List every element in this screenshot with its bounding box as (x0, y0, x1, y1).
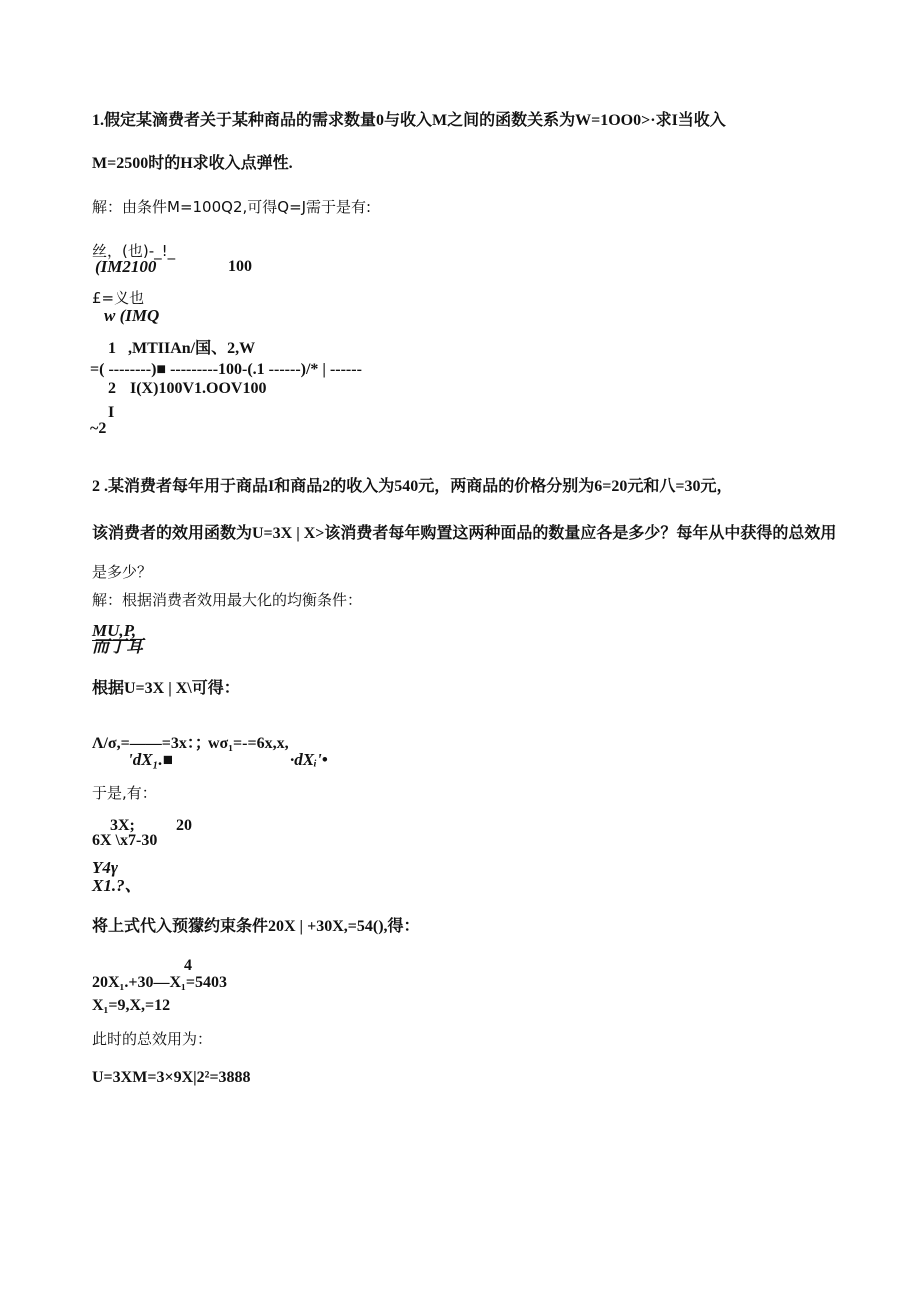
q1-formula-3-den: 2 (108, 380, 116, 397)
q2-line-3: 是多少？ (92, 563, 153, 581)
q1-formula-3-middle: =( --------)■ ---------100-(.1 ------)/* | ------ (90, 361, 362, 378)
q2-text-3: 将上式代入预獴约束条件20X | +30X,=54(),得： (92, 918, 420, 935)
q2-line-1: 2 .某消费者每年用于商品I和商品2的收入为540元，两商品的价格分别为6=20元和八=30元， (92, 478, 733, 495)
q2-formula-1-top: MU,P, (92, 621, 137, 640)
q1-formula-4-bottom: ~2 (90, 420, 107, 437)
q1-formula-1-denominator: 100 (228, 258, 252, 275)
q2-formula-2-left-den: 'dX₁.■ (128, 750, 174, 769)
q1-solution-intro: 解：由条件M=100Q2,可得Q=J需于是有: (92, 198, 372, 216)
q1-formula-1-top: 丝，(也)-_!_ (92, 242, 176, 260)
q2-formula-3-num: 3X; (110, 817, 135, 834)
q2-text-4: 此时的总效用为： (92, 1030, 213, 1048)
q2-formula-6: U=3XM=3×9X|2²=3888 (92, 1069, 251, 1086)
q1-formula-4-top: I (108, 404, 115, 421)
q1-line-1: 1.假定某滴费者关于某种商品的需求数量0与收入M之间的函数关系为W=1OO0>·求I当收入 (92, 112, 726, 129)
q2-formula-4-top: Y4γ (92, 858, 118, 877)
q1-formula-3-bottom: I(X)100V1.OOV100 (130, 380, 267, 397)
q1-formula-2-top: £=义也 (92, 289, 145, 307)
q2-formula-5-line-1: 20X₁.+30—X₁=5403 (92, 974, 227, 991)
q2-formula-2-right: wσ₁=-=6x,x, (208, 735, 289, 752)
q2-text-1: 根据U=3X | X\可得： (92, 680, 240, 697)
q1-formula-2-bottom: w (IMQ (104, 306, 160, 325)
q2-formula-3-right: 20 (176, 817, 192, 834)
q1-formula-3-top: ,MTIIAn/国、2,W (128, 340, 256, 357)
q2-formula-2-left: Λ/σ,=——=3x：； (92, 735, 211, 752)
q2-formula-2-right-den: ·dXᵢ'• (290, 750, 328, 769)
q2-formula-3-den: 6X \x7-30 (92, 832, 158, 849)
q2-solution-intro: 解：根据消费者效用最大化的均衡条件： (92, 591, 363, 609)
q1-formula-3-num: 1 (108, 340, 116, 357)
q2-formula-1-bottom: 而丁耳 (92, 637, 143, 656)
q1-formula-1-bottom: (IM2100 (95, 257, 157, 276)
q2-formula-5-superscript: 4 (184, 957, 192, 974)
q1-line-2: M=2500时的H求收入点弹性. (92, 155, 293, 172)
q2-text-2: 于是,有： (92, 784, 157, 802)
q2-formula-5-line-2: X₁=9,X,=12 (92, 997, 171, 1014)
q2-line-2: 该消费者的效用函数为U=3X | X>该消费者每年购置这两种面品的数量应各是多少？每年从中获得的总效用 (92, 525, 837, 542)
q2-formula-4-bottom: X1.?、 (92, 876, 142, 895)
